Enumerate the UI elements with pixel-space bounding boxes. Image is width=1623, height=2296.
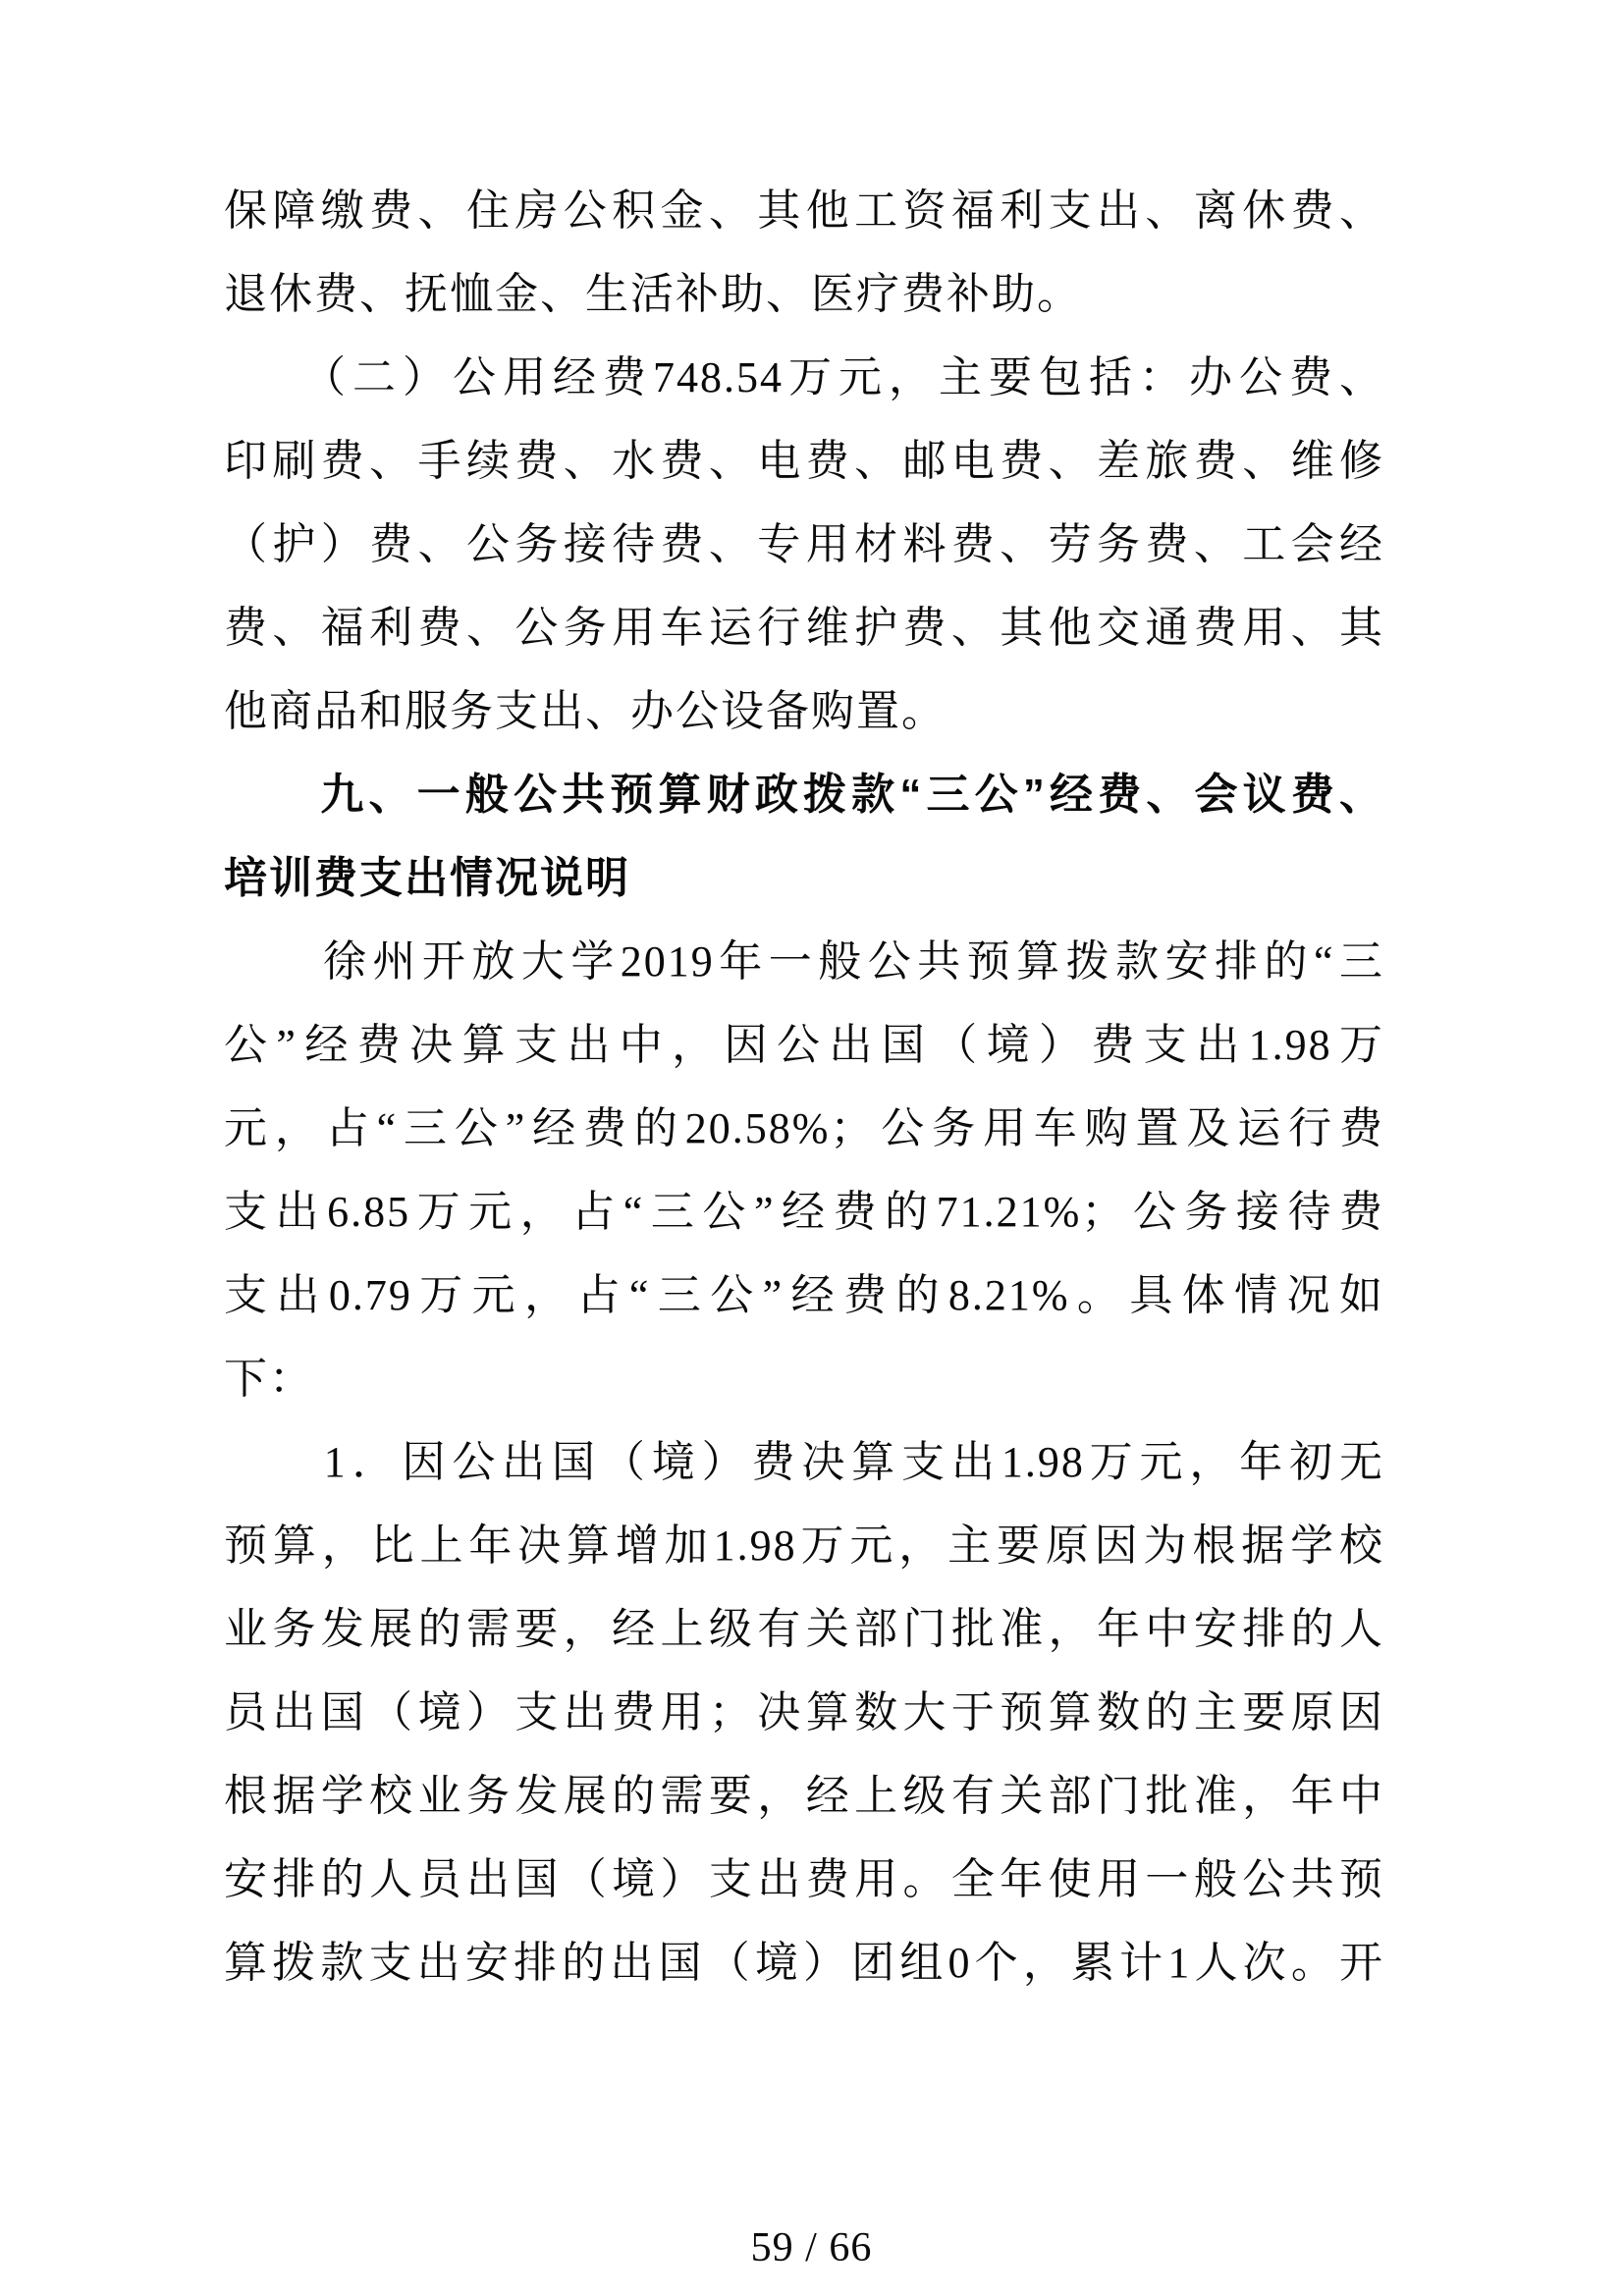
document-text-block	[224, 169, 1384, 2004]
text-line: 公”经费决算支出中，因公出国（境）费支出1.98万	[224, 1021, 1384, 1069]
text-line: 算拨款支出安排的出国（境）团组0个，累计1人次。开	[224, 1939, 1384, 1987]
text-line: 元，占“三公”经费的20.58%；公务用车购置及运行费	[224, 1104, 1384, 1152]
text-line: 支出0.79万元，占“三公”经费的8.21%。具体情况如	[224, 1271, 1384, 1319]
text-line: 预算，比上年决算增加1.98万元，主要原因为根据学校	[224, 1522, 1384, 1570]
text-line: 他商品和服务支出、办公设备购置。	[224, 687, 947, 735]
text-line: 根据学校业务发展的需要，经上级有关部门批准，年中	[224, 1772, 1384, 1820]
text-line: 保障缴费、住房公积金、其他工资福利支出、离休费、	[224, 187, 1384, 235]
text-line: 支出6.85万元，占“三公”经费的71.21%；公务接待费	[224, 1188, 1384, 1236]
text-line: 安排的人员出国（境）支出费用。全年使用一般公共预	[224, 1855, 1384, 1903]
text-line: 徐州开放大学2019年一般公共预算拨款安排的“三	[224, 937, 1384, 986]
text-line: 印刷费、手续费、水费、电费、邮电费、差旅费、维修	[224, 437, 1384, 485]
text-line: 员出国（境）支出费用；决算数大于预算数的主要原因	[224, 1688, 1384, 1736]
text-line: 九、一般公共预算财政拨款“三公”经费、会议费、	[224, 771, 1384, 819]
text-line: 1．因公出国（境）费决算支出1.98万元，年初无	[224, 1438, 1384, 1486]
text-line: 退休费、抚恤金、生活补助、医疗费补助。	[224, 270, 1082, 318]
text-line: 费、福利费、公务用车运行维护费、其他交通费用、其	[224, 604, 1384, 652]
page-number: 59 / 66	[750, 2225, 873, 2270]
text-line: 业务发展的需要，经上级有关部门批准，年中安排的人	[224, 1605, 1384, 1653]
text-line: 下：	[224, 1355, 314, 1403]
text-line: （护）费、公务接待费、专用材料费、劳务费、工会经	[224, 520, 1384, 568]
text-line: 培训费支出情况说明	[224, 854, 630, 902]
text-line: （二）公用经费748.54万元，主要包括：办公费、	[224, 353, 1384, 401]
